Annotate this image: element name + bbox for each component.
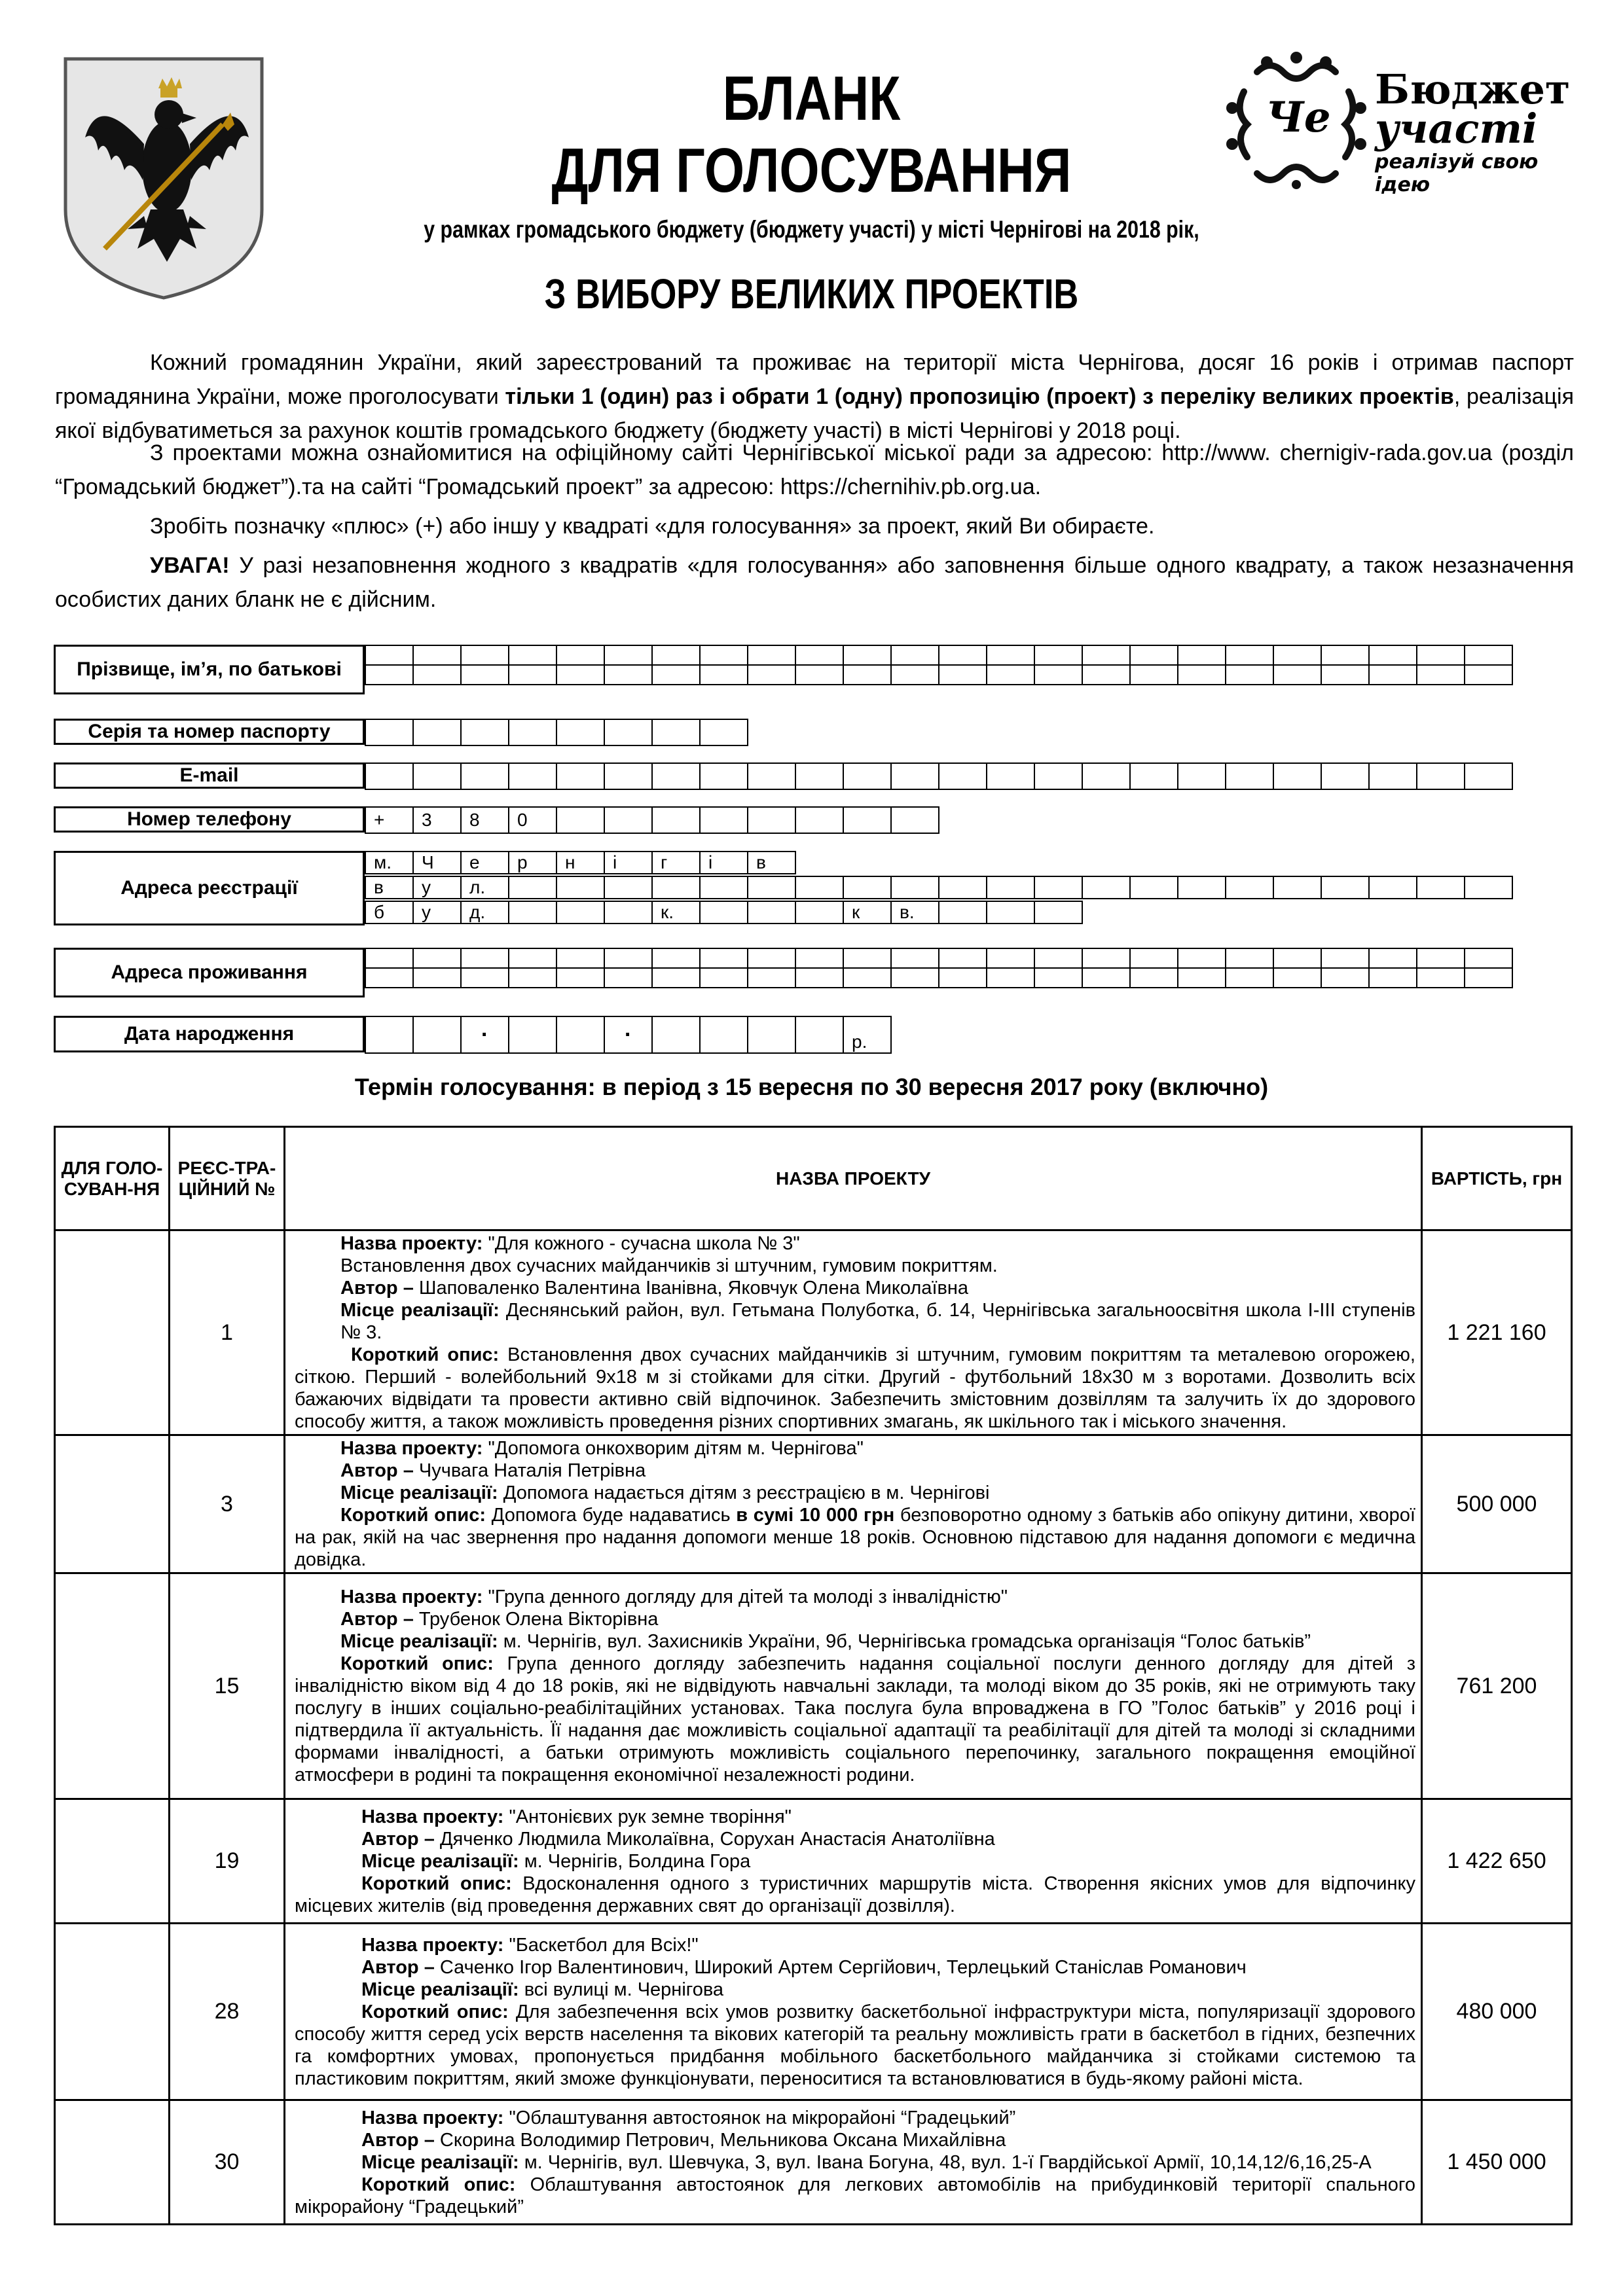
live-address-label: Адреса проживання: [54, 948, 365, 997]
voting-deadline: Термін голосування: в період з 15 вересня по 30 вересня 2017 року (включно): [354, 1073, 1269, 1100]
intro-warning: УВАГА! У разі незаповнення жодного з квадратів «для голосування» або заповнення більше одного квадрату, а також незазначення особистих даних бланк не є дійсним.: [55, 553, 1574, 612]
table-row: [55, 1799, 1572, 1924]
projects-table: [54, 1126, 1573, 2225]
reg-number: 30: [170, 2100, 285, 2225]
project-cost: 1 422 650: [1422, 1799, 1572, 1924]
phone-prefix-digit: 3: [413, 807, 461, 833]
page-subtitle: у рамках громадського бюджету (бюджету участі) у місті Чернігові на 2018 рік,: [424, 216, 1199, 243]
section-title: З ВИБОРУ ВЕЛИКИХ ПРОЕКТІВ: [544, 270, 1079, 317]
vote-box[interactable]: [55, 1230, 170, 1435]
reg-number: 19: [170, 1799, 285, 1924]
project-cost: 500 000: [1422, 1435, 1572, 1573]
logo-mark: Че: [1266, 93, 1331, 142]
phone-label: Номер телефону: [54, 806, 365, 833]
table-row: [55, 1573, 1572, 1799]
intro-paragraph-2: З проектами можна ознайомитися на офіційному сайті Чернігівської міської ради за адресою: http://www. chernigiv-rada.gov.ua (розділ “Громадський бюджет”).та на сайті “Громадський проект” за адресою: https://chernihiv.pb.org.ua.: [55, 440, 1574, 499]
passport-grid[interactable]: [365, 719, 748, 746]
header-reg-number: РЕЄС-ТРА-ЦІЙНИЙ №: [170, 1127, 285, 1230]
reg-number: 15: [170, 1573, 285, 1799]
reg-number: 28: [170, 1924, 285, 2100]
project-cost: 480 000: [1422, 1924, 1572, 2100]
project-description: Назва проекту: "Облаштування автостоянок на мікрорайоні “Градецький” Автор – Скорина Володимир Петрович, Мельникова Оксана Михайлівна Місце реалізації: м. Чернігів, вул. Шевчука, 3, вул. Івана Богуна, 48, вул. 1-ї Гвардійської Армії, 10,14,12/6,16,25-А Короткий опис: Облаштування автостоянок для легкових автомобілів на прибудинковій території спального мікрорайону “Градецький”: [285, 2100, 1422, 2225]
birth-date-label: Дата народження: [54, 1016, 365, 1052]
header-project-name: НАЗВА ПРОЕКТУ: [285, 1127, 1422, 1230]
project-cost: 761 200: [1422, 1573, 1572, 1799]
reg-number: 1: [170, 1230, 285, 1435]
project-description: Назва проекту: "Група денного догляду для дітей та молоді з інвалідністю" Автор – Трубенок Олена Вікторівна Місце реалізації: м. Чернігів, вул. Захисників України, 9б, Чернігівська громадська організація “Голос батьків” Короткий опис: Група денного догляду забезпечить надання соціальної послуги денного догляду для дітей з інвалідністю віком від 4 до 18 років, які не відвідують навчальні заклади, та молоді віком до 35 років, які не отримують таку послугу в інших соціально-реабілітаційних установах. Така послуга була впроваджена в ГО ”Голос батьків” у 2016 році і підтвердила її актуальність. Її надання дає можливість соціальної адаптації та реабілітації для дітей та молоді зі складними формами інвалідності, а батьки отримують можливість соціального перепочинку, загального покращення емоційної атмосфери в родині та покращення економічної незалежності родини.: [285, 1573, 1422, 1799]
project-description: Назва проекту: "Баскетбол для Всіх!" Автор – Саченко Ігор Валентинович, Широкий Артем Сергійович, Терлецький Станіслав Романович Місце реалізації: всі вулиці м. Чернігова Короткий опис: Для забезпечення всіх умов розвитку баскетбольної інфраструктури міста, популяризації здорового способу життя серед усіх верств населення та вікових категорій та реальну можливість грати в баскетбол в гідних, безпечних га комфортних умовах, пропонується придбання мобільного баскетбольного майданчика зі стойками системою та пластиковим покриттям, який зможе функціонувати, переноситися та встановлюватися в будь-якому районі міста.: [285, 1924, 1422, 2100]
logo-tagline: реалізуй свою ідею: [1375, 151, 1539, 196]
table-row: [55, 1924, 1572, 2100]
vote-box[interactable]: [55, 1573, 170, 1799]
header-vote: ДЛЯ ГОЛО-СУВАН-НЯ: [55, 1127, 170, 1230]
project-description: Назва проекту: "Антонієвих рук земне творіння" Автор – Дяченко Людмила Миколаївна, Соруxан Анастасія Анатоліївна Місце реалізації: м. Чернігів, Болдина Гора Короткий опис: Вдосконалення одного з туристичних маршрутів міста. Створення якісних умов для відпочинку місцевих жителів (від проведення державних свят до організації дозвілля).: [285, 1799, 1422, 1924]
reg-address-grid[interactable]: м. Ч е р н і г і в: [365, 851, 796, 874]
header-cost: ВАРТІСТЬ, грн: [1422, 1127, 1572, 1230]
phone-prefix-digit: 0: [509, 807, 556, 833]
live-address-grid[interactable]: [365, 948, 1513, 988]
reg-address-label: Адреса реєстрації: [54, 851, 365, 925]
page-title-line2: ДЛЯ ГОЛОСУВАННЯ: [551, 135, 1072, 206]
vote-box[interactable]: [55, 1435, 170, 1573]
full-name-cell[interactable]: [365, 645, 413, 665]
passport-label: Серія та номер паспорту: [54, 719, 365, 745]
vote-box[interactable]: [55, 1799, 170, 1924]
page-title: БЛАНК: [722, 63, 901, 134]
phone-grid[interactable]: [365, 806, 939, 834]
full-name-grid[interactable]: [365, 645, 1513, 685]
intro-paragraph-3: Зробіть позначку «плюс» (+) або іншу у квадраті «для голосування» за проект, який Ви обираєте.: [150, 514, 1155, 539]
project-description: Назва проекту: "Допомога онкохворим дітям м. Чернігова" Автор – Чучвага Наталія Петрівна Місце реалізації: Допомога надається дітям з реєстрацією в м. Чернігові Короткий опис: Допомога буде надаватись в сумі 10 000 грн безповоротно одному з батьків або опікуну дитини, хворої на рак, якій на час звернення про надання допомоги менше 18 років. Основною підставою для надання допомоги є медична довідка.: [285, 1435, 1422, 1573]
table-header-row: [55, 1127, 1572, 1230]
project-cost: 1 450 000: [1422, 2100, 1572, 2225]
birth-date-grid[interactable]: · · р.: [365, 1016, 892, 1054]
logo-text-line2: участі: [1375, 105, 1538, 152]
table-row: [55, 1435, 1572, 1573]
table-row: [55, 1230, 1572, 1435]
project-description: Назва проекту: "Для кожного - сучасна школа № 3" Встановлення двох сучасних майданчиків зі штучним, гумовим покриттям. Автор – Шаповаленко Валентина Іванівна, Яковчук Олена Миколаївна Місце реалізації: Деснянський район, вул. Гетьмана Полуботка, б. 14, Чернігівська загальноосвітня школа І-ІІІ ступенів № 3. Короткий опис: Встановлення двох сучасних майданчиків зі штучним, гумовим покриттям та металевою огорожею, сіткою. Перший - волейбольний 9х18 м зі стойками для сітки. Другий - футбольний 18х30 м з воротами. Дозволить всіх бажаючих відвідати та провести активно свій відпочинок. Забезпечить змістовним дозвіллям та залучить їх до здорового способу життя, а також можливість проведення різних спортивних змагань, як шкільного так і міського значення.: [285, 1230, 1422, 1435]
intro-paragraph-1: Кожний громадянин України, який зареєстрований та проживає на території міста Чернігова, досяг 16 років і отримав паспорт громадянина України, може проголосувати тільки 1 (один) раз і обрати 1 (одну) пропозицію (проект) з переліку великих проектів, реалізація якої відбуватиметься за рахунок коштів громадського бюджету (бюджету участі) в місті Чернігові у 2018 році.: [55, 350, 1575, 443]
logo-text-line1: Бюджет: [1375, 65, 1571, 113]
phone-prefix-digit: 8: [461, 807, 509, 833]
project-cost: 1 221 160: [1422, 1230, 1572, 1435]
table-row: [55, 2100, 1572, 2225]
full-name-label: Прізвище, ім’я, по батькові: [54, 645, 365, 694]
reg-address-street-grid[interactable]: в у л.: [365, 876, 1513, 899]
phone-prefix-plus: +: [365, 807, 413, 833]
email-grid[interactable]: [365, 762, 1513, 790]
reg-address-building-grid[interactable]: б у д. к. к в.: [365, 901, 1083, 924]
reg-number: 3: [170, 1435, 285, 1573]
email-label: E-mail: [54, 762, 365, 789]
vote-box[interactable]: [55, 1924, 170, 2100]
vote-box[interactable]: [55, 2100, 170, 2225]
